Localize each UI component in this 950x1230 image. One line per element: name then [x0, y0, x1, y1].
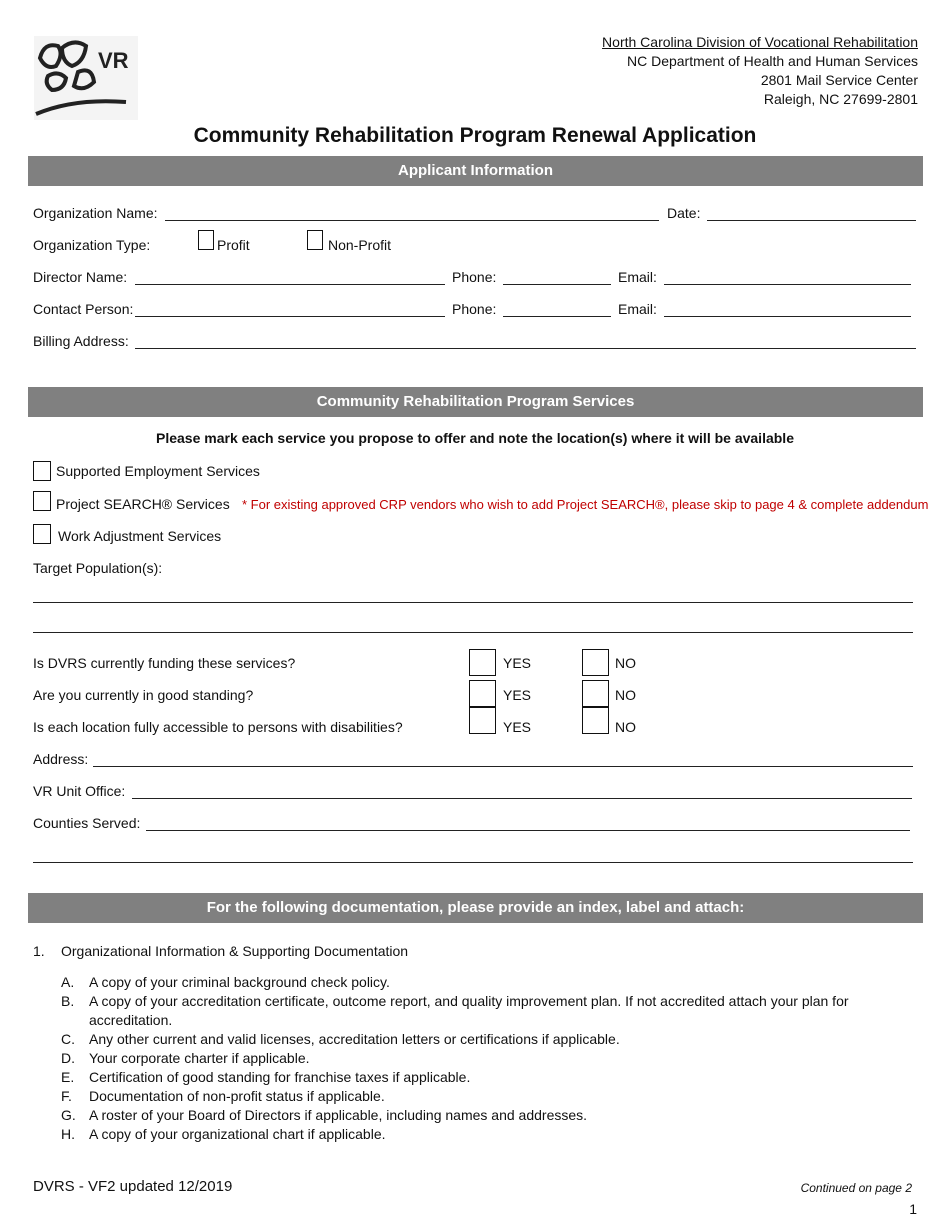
billing-field[interactable] [135, 348, 916, 349]
director-phone-field[interactable] [503, 284, 611, 285]
list-item-text: Any other current and valid licenses, accreditation letters or certifications if applicable. [89, 1031, 620, 1047]
list-item-letter: G. [61, 1107, 76, 1123]
nonprofit-label: Non-Profit [328, 237, 392, 253]
list-item [61, 1125, 901, 1144]
funding-yes-label: YES [503, 655, 532, 671]
contact-phone-label: Phone: [452, 301, 497, 317]
question-funding: Is DVRS currently funding these services? [33, 655, 296, 671]
list-item [61, 1030, 901, 1049]
agency-name: North Carolina Division of Vocational Rehabilitation [602, 34, 918, 50]
list-item-letter: A. [61, 974, 75, 990]
list-item-text: Your corporate charter if applicable. [89, 1050, 310, 1066]
vr-unit-label: VR Unit Office: [33, 783, 126, 799]
standing-no-label: NO [615, 687, 636, 703]
documentation-list [61, 973, 901, 1144]
funding-no-label: NO [615, 655, 636, 671]
supported-employment-label: Supported Employment Services [56, 463, 260, 479]
list-item [61, 992, 901, 1030]
list-item [61, 1049, 901, 1068]
standing-yes-checkbox[interactable] [469, 680, 496, 707]
profit-checkbox[interactable] [198, 230, 214, 250]
page-title: Community Rehabilitation Program Renewal Application [193, 124, 757, 147]
list-item-text: Documentation of non-profit status if applicable. [89, 1088, 385, 1104]
contact-phone-field[interactable] [503, 316, 611, 317]
agency-address [602, 33, 918, 109]
list-item-text: A copy of your accreditation certificate, outcome report, and quality improvement plan. If not accredited attach your plan for accreditation. [89, 993, 849, 1028]
accessible-no-checkbox[interactable] [582, 707, 609, 734]
counties-field[interactable] [146, 830, 910, 831]
services-instruction: Please mark each service you propose to offer and note the location(s) where it will be available [156, 430, 794, 446]
contact-field[interactable] [135, 316, 445, 317]
contact-email-label: Email: [618, 301, 657, 317]
list-item-letter: D. [61, 1050, 75, 1066]
services-header: Community Rehabilitation Program Services [28, 387, 923, 417]
accessible-yes-checkbox[interactable] [469, 707, 496, 734]
agency-street: 2801 Mail Service Center [760, 72, 918, 88]
work-adjustment-checkbox[interactable] [33, 524, 51, 544]
counties-extra-line[interactable] [33, 862, 913, 863]
date-field[interactable] [707, 220, 916, 221]
funding-yes-checkbox[interactable] [469, 649, 496, 676]
documentation-header: For the following documentation, please provide an index, label and attach: [28, 893, 923, 923]
vr-logo [34, 36, 138, 120]
org-name-label: Organization Name: [33, 205, 158, 221]
contact-email-field[interactable] [664, 316, 911, 317]
list-item [61, 973, 901, 992]
list-item-text: A copy of your organizational chart if applicable. [89, 1126, 386, 1142]
target-population-label: Target Population(s): [33, 560, 163, 576]
profit-label: Profit [217, 237, 250, 253]
vr-unit-field[interactable] [132, 798, 912, 799]
applicant-info-header: Applicant Information [28, 156, 923, 186]
standing-no-checkbox[interactable] [582, 680, 609, 707]
counties-label: Counties Served: [33, 815, 141, 831]
director-label: Director Name: [33, 269, 128, 285]
director-phone-label: Phone: [452, 269, 497, 285]
contact-label: Contact Person: [33, 301, 134, 317]
work-adjustment-label: Work Adjustment Services [58, 528, 222, 544]
page-number: 1 [909, 1201, 917, 1217]
list-item-letter: B. [61, 993, 75, 1009]
target-population-line-1[interactable] [33, 602, 913, 603]
agency-department: NC Department of Health and Human Services [626, 53, 918, 69]
list-item-letter: F. [61, 1088, 72, 1104]
director-email-field[interactable] [664, 284, 911, 285]
supported-employment-checkbox[interactable] [33, 461, 51, 481]
question-standing: Are you currently in good standing? [33, 687, 254, 703]
director-field[interactable] [135, 284, 445, 285]
list-item [61, 1106, 901, 1125]
project-search-note: * For existing approved CRP vendors who wish to add Project SEARCH®, please skip to page 4 & complete addendum [242, 497, 929, 512]
list-item-letter: H. [61, 1126, 75, 1142]
list-item-text: Certification of good standing for franchise taxes if applicable. [89, 1069, 471, 1085]
standing-yes-label: YES [503, 687, 532, 703]
address-field[interactable] [93, 766, 913, 767]
accessible-yes-label: YES [503, 719, 532, 735]
address-label: Address: [33, 751, 89, 767]
list-item-letter: C. [61, 1031, 75, 1047]
project-search-checkbox[interactable] [33, 491, 51, 511]
org-type-label: Organization Type: [33, 237, 151, 253]
funding-no-checkbox[interactable] [582, 649, 609, 676]
billing-label: Billing Address: [33, 333, 129, 349]
section-number: 1. [33, 943, 45, 959]
form-id: DVRS - VF2 updated 12/2019 [33, 1178, 233, 1195]
date-label: Date: [667, 205, 701, 221]
continued-note: Continued on page 2 [800, 1181, 912, 1195]
list-item-letter: E. [61, 1069, 75, 1085]
list-item-text: A copy of your criminal background check policy. [89, 974, 390, 990]
nonprofit-checkbox[interactable] [307, 230, 323, 250]
question-accessible: Is each location fully accessible to persons with disabilities? [33, 719, 403, 735]
list-item-text: A roster of your Board of Directors if applicable, including names and addresses. [89, 1107, 588, 1123]
director-email-label: Email: [618, 269, 657, 285]
target-population-line-2[interactable] [33, 632, 913, 633]
org-name-field[interactable] [165, 220, 659, 221]
list-item [61, 1068, 901, 1087]
project-search-label: Project SEARCH® Services [56, 496, 230, 512]
agency-city: Raleigh, NC 27699-2801 [763, 91, 918, 107]
list-item [61, 1087, 901, 1106]
section-title: Organizational Information & Supporting Documentation [61, 943, 409, 959]
logo-text: VR [98, 48, 129, 73]
accessible-no-label: NO [615, 719, 636, 735]
